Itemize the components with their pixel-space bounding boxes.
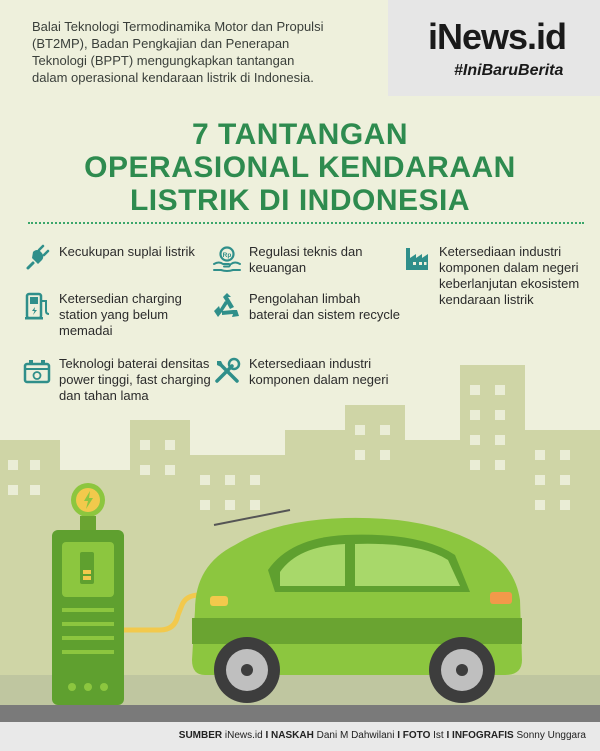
footer-value: Dani M Dahwilani [316,730,395,741]
challenge-item-5 [212,291,402,323]
footer-value: iNews.id [224,730,263,741]
challenge-text: Kecukupan suplai listrik [59,244,195,259]
title-line-2: OPERASIONAL KENDARAAN [84,151,516,184]
money-hand-icon [212,244,242,274]
brand-tagline: #IniBaruBerita [454,62,564,79]
footer-credits [0,722,600,751]
challenge-text: Pengolahan limbah baterai dan sistem recycle [249,291,401,322]
challenge-text: Ketersedian charging station yang belum memadai [59,291,182,338]
challenge-text: Teknologi baterai densitas power tinggi, fast charging dan tahan lama [59,356,211,403]
challenge-text: Ketersediaan industri komponen dalam negeri [249,356,389,387]
challenge-item-2 [22,291,212,339]
challenge-text: Regulasi teknis dan keuangan [249,244,363,275]
footer-text: SUMBER iNews.id I NASKAH Dani M Dahwilani I FOTO Ist I INFOGRAFIS Sonny Unggara [178,730,586,741]
power-plug-icon [22,244,52,274]
footer-label: FOTO [402,730,431,741]
challenge-item-1 [22,244,212,274]
footer-label: NASKAH [271,730,314,741]
footer-value: Ist [433,730,444,741]
challenge-item-7 [402,244,587,308]
intro-text: Balai Teknologi Termodinamika Motor dan Propulsi (BT2MP), Badan Pengkajian dan Penerapan Teknologi (BPPT) mengungkapkan tantangan dalam operasional kendaraan listrik di Indonesia. [32,19,324,85]
challenge-item-4 [212,244,402,276]
page-title [0,118,600,217]
footer-label: SUMBER [178,730,223,741]
brand-box [388,0,600,96]
title-line-1: 7 TANTANGAN [191,118,409,151]
recycle-icon [212,291,242,321]
factory-icon [402,244,432,274]
charging-station-icon [22,291,52,321]
challenge-text: Ketersediaan industri komponen dalam negeri keberlanjutan ekosistem kendaraan listrik [439,244,580,307]
footer-value: Sonny Unggara [516,730,586,741]
city-car-illustration [0,360,600,751]
title-line-3: LISTRIK DI INDONESIA [129,184,470,217]
svg-text:Rp: Rp [222,252,232,259]
footer-label: INFOGRAFIS [452,730,514,741]
brand-logo: iNews.id [428,16,567,57]
dotted-divider [28,222,584,224]
